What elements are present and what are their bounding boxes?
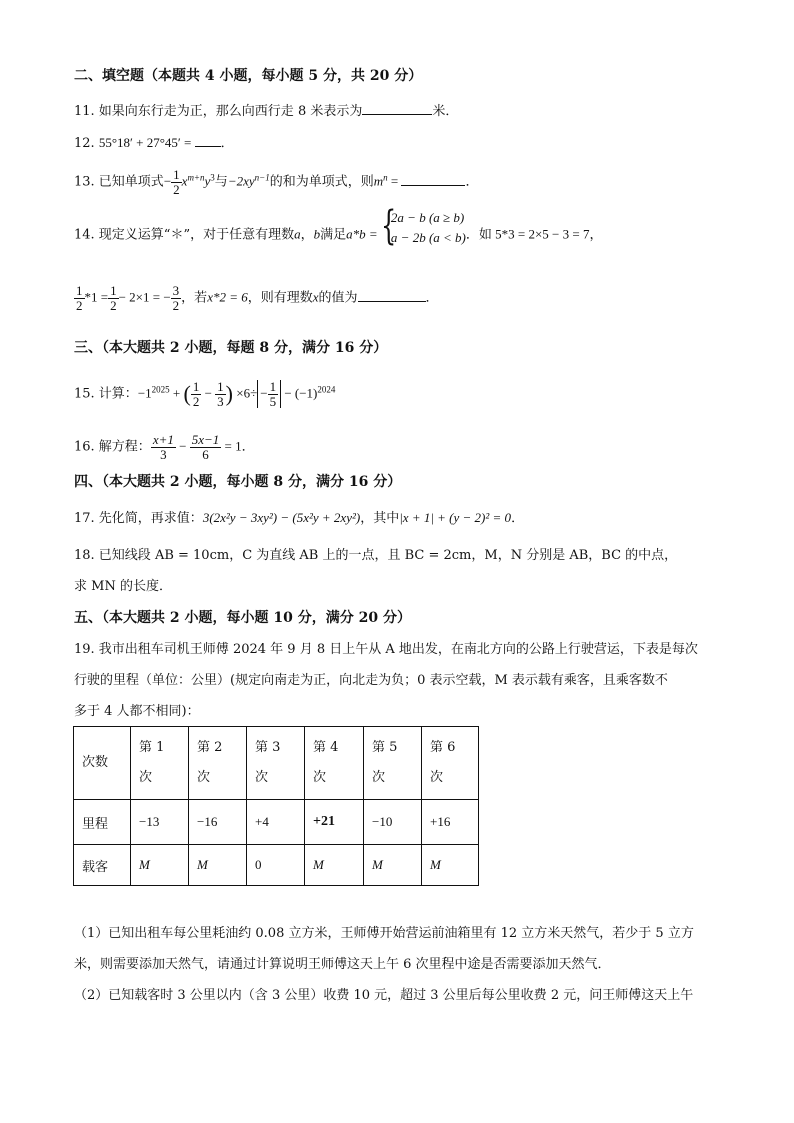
header-label-cell: 次数: [74, 727, 131, 800]
trip-header-cell: [364, 727, 422, 800]
trip-label-unit: 次: [313, 770, 327, 785]
q16-f1-den: 3: [160, 446, 167, 462]
question-17: [74, 511, 524, 525]
q14-b: b: [313, 226, 321, 242]
q11-answer-blank: [362, 102, 432, 115]
question-19-part-1-line-1: （1）已知出租车每公里耗油约 0.08 立方米，王师傅开始营运前油箱里有 12 立方米天然气，若少于 5 立方: [74, 926, 694, 941]
distance-cell: +4: [247, 800, 305, 845]
q14-f3-den: 2: [172, 297, 180, 313]
load-cell: M: [305, 845, 364, 886]
trip-header-cell: [131, 727, 189, 800]
trip-label: 第 2: [197, 740, 223, 755]
question-19-line-2: 行驶的里程（单位：公里）(规定向南走为正，向北走为负；0 表示空载，M 表示载有乘客，且乘客数不: [74, 673, 668, 688]
q16-f1-num: x+1: [152, 432, 174, 447]
q14-example: ．如 5*3 = 2×5 − 3 = 7，: [465, 226, 603, 242]
table-row: [74, 845, 479, 886]
q15-minus: −: [201, 385, 216, 401]
q15-plus: +: [169, 385, 184, 401]
table-row: [74, 727, 479, 800]
q14-end: ．: [425, 290, 439, 306]
q15-f2-den: 3: [217, 393, 224, 409]
q15-exp2: 2024: [317, 384, 336, 395]
load-cell: M: [189, 845, 247, 886]
q13-end: ．: [465, 174, 479, 190]
q13-x: x: [181, 173, 188, 189]
distance-cell: −10: [364, 800, 422, 845]
q13-target: m: [373, 173, 384, 189]
question-11: [74, 102, 458, 118]
q12-expression: 55°18′ + 27°45′ =: [98, 135, 195, 150]
q16-tail: = 1．: [221, 438, 255, 454]
question-18-line-1: 18. 已知线段 AB = 10cm，C 为直线 AB 上的一点，且 BC = 2cm，M，N 分别是 AB，BC 的中点，: [74, 548, 678, 563]
section-5-heading: 五、（本大题共 2 小题，每小题 10 分，满分 20 分）: [74, 610, 411, 626]
q12-number: 12.: [74, 136, 95, 151]
q13-text: 13. 已知单项式: [74, 174, 164, 190]
q15-f3-num: 1: [269, 379, 277, 394]
trip-label: 第 1: [139, 740, 165, 755]
q15-f2-num: 1: [217, 379, 224, 394]
q15-times: ×6÷: [233, 385, 258, 401]
question-19-part-1-line-2: 米，则需要添加天然气，请通过计算说明王师傅这天上午 6 次里程中途是否需要添加天然气．: [74, 957, 611, 972]
q13-term2-exp: n−1: [254, 172, 270, 183]
q14-f2-num: 1: [110, 283, 117, 298]
q14-piecewise: [380, 203, 466, 249]
q16-minus: −: [175, 438, 190, 454]
q13-tail: 的和为单项式，则: [269, 174, 374, 190]
q14-f2-den: 2: [110, 297, 117, 313]
question-19-part-2-line-1: （2）已知载客时 3 公里以内（含 3 公里）收费 10 元，超过 3 公里后每公里收费 2 元，问王师傅这天上午: [74, 988, 694, 1003]
q15-f1-num: 1: [192, 379, 200, 394]
q11-unit: 米．: [432, 104, 459, 119]
q14-case-1: 2a − b (a ≥ b): [390, 210, 465, 225]
distance-label-cell: 里程: [74, 800, 131, 845]
q15-absolute-value: [257, 380, 281, 408]
trip-label-unit: 次: [372, 770, 386, 785]
q16-frac-2: [190, 433, 222, 461]
q15-exp1: 2025: [151, 384, 170, 395]
q14-text-h: 的值为: [318, 290, 358, 306]
q13-minus: −: [163, 173, 172, 189]
q12-answer-blank: [195, 134, 221, 147]
q13-answer-blank: [401, 173, 465, 186]
q14-x: x: [312, 289, 319, 305]
q17-expression: 3(2x²y − 3xy²) − (5x²y + 2xy²): [202, 510, 361, 525]
trip-label-unit: 次: [197, 770, 211, 785]
trip-header-cell: [422, 727, 479, 800]
section-3-heading: 三、（本大题共 2 小题，每题 8 分，满分 16 分）: [74, 340, 388, 356]
q14-condition: x*2 = 6: [207, 289, 248, 305]
load-cell: M: [422, 845, 479, 886]
load-cell: 0: [247, 845, 305, 886]
trip-label-unit: 次: [255, 770, 269, 785]
q14-f1-num: 1: [76, 283, 83, 298]
q13-target-exp: n: [383, 172, 388, 183]
right-paren-icon: ): [225, 381, 233, 407]
question-14-line-2: [74, 284, 439, 312]
trip-label: 第 4: [313, 740, 339, 755]
q16-f2-num: 5x−1: [191, 432, 220, 447]
q14-answer-blank: [358, 289, 426, 302]
q14-f1-den: 2: [76, 297, 83, 313]
q16-prefix: 16. 解方程：: [74, 439, 151, 455]
q14-text-a: 14. 现定义运算“＊”，对于任意有理数: [74, 227, 295, 243]
q15-f1-den: 2: [192, 393, 200, 409]
question-18-line-2: 求 MN 的长度．: [74, 579, 172, 594]
question-19-line-1: 19. 我市出租车司机王师傅 2024 年 9 月 8 日上午从 A 地出发，在南北方向的公路上行驶营运，下表是每次: [74, 642, 698, 657]
load-label-cell: 载客: [74, 845, 131, 886]
q15-frac-1: [191, 380, 202, 408]
trip-label-unit: 次: [139, 770, 153, 785]
q14-op-1: *1 =: [84, 289, 109, 305]
distance-cell: −16: [189, 800, 247, 845]
q13-fraction: [171, 168, 182, 196]
q14-sep: ，: [300, 227, 314, 243]
q14-a: a: [294, 226, 301, 242]
q16-frac-1: [151, 433, 176, 461]
q12-end: ．: [220, 136, 234, 151]
trip-label: 第 5: [372, 740, 398, 755]
q14-frac-1: [74, 284, 85, 312]
load-cell: M: [364, 845, 422, 886]
q13-y-exp: 3: [210, 172, 215, 183]
q17-end: ．: [511, 511, 525, 526]
trip-header-cell: [305, 727, 364, 800]
distance-cell: +16: [422, 800, 479, 845]
trip-header-cell: [247, 727, 305, 800]
trip-label: 第 3: [255, 740, 281, 755]
trip-header-cell: [189, 727, 247, 800]
question-15: [74, 380, 335, 408]
left-brace-icon: {: [380, 203, 397, 249]
q15-frac-3: [268, 380, 279, 408]
q17-mid: ，其中: [360, 511, 400, 526]
q17-prefix: 17. 先化简，再求值：: [74, 511, 203, 526]
section-4-heading: 四、（本大题共 2 小题，每小题 8 分，满分 16 分）: [74, 474, 402, 490]
load-cell: M: [131, 845, 189, 886]
q14-text-f: ，若: [181, 290, 208, 306]
question-12: [74, 134, 234, 150]
q13-frac-den: 2: [173, 181, 180, 197]
trip-label: 第 6: [430, 740, 456, 755]
question-14-line-1: [74, 203, 603, 249]
distance-cell: −13: [131, 800, 189, 845]
q14-definition: a*b =: [346, 226, 381, 242]
trip-label-unit: 次: [430, 770, 444, 785]
q16-f2-den: 6: [202, 446, 209, 462]
q15-prefix: 15. 计算：: [74, 386, 138, 402]
q13-frac-num: 1: [173, 167, 180, 182]
q13-y: y: [204, 173, 211, 189]
q14-text-b: 满足: [320, 227, 347, 243]
q14-text-g: ，则有理数: [247, 290, 313, 306]
question-13: [74, 168, 478, 196]
q15-tail: − (−1): [281, 385, 318, 401]
section-2-heading: 二、填空题（本题共 4 小题，每小题 5 分，共 20 分）: [74, 68, 423, 84]
q14-frac-2: [108, 284, 119, 312]
left-paren-icon: (: [183, 381, 191, 407]
question-19-line-3: 多于 4 人都不相同)：: [74, 704, 200, 719]
q15-frac-2: [215, 380, 226, 408]
table-row: [74, 800, 479, 845]
q13-term2: −2xy: [227, 173, 255, 189]
question-16: [74, 433, 255, 461]
q11-text: 11. 如果向东行走为正，那么向西行走 8 米表示为: [74, 104, 363, 119]
q14-op-2: − 2×1 = −: [118, 289, 171, 305]
q13-eq: =: [387, 173, 402, 189]
q13-mid: 与: [214, 174, 228, 190]
distance-cell: +21: [305, 800, 364, 845]
trip-table: [73, 726, 479, 886]
q15-abs-minus: −: [260, 385, 268, 401]
q13-x-exp: m+n: [187, 172, 205, 183]
q15-part1: −1: [137, 385, 152, 401]
q15-f3-den: 5: [269, 393, 277, 409]
q14-frac-3: [171, 284, 182, 312]
q14-f3-num: 3: [172, 283, 180, 298]
q14-case-2: a − 2b (a < b): [390, 230, 466, 245]
q17-condition: |x + 1| + (y − 2)² = 0: [399, 510, 512, 525]
